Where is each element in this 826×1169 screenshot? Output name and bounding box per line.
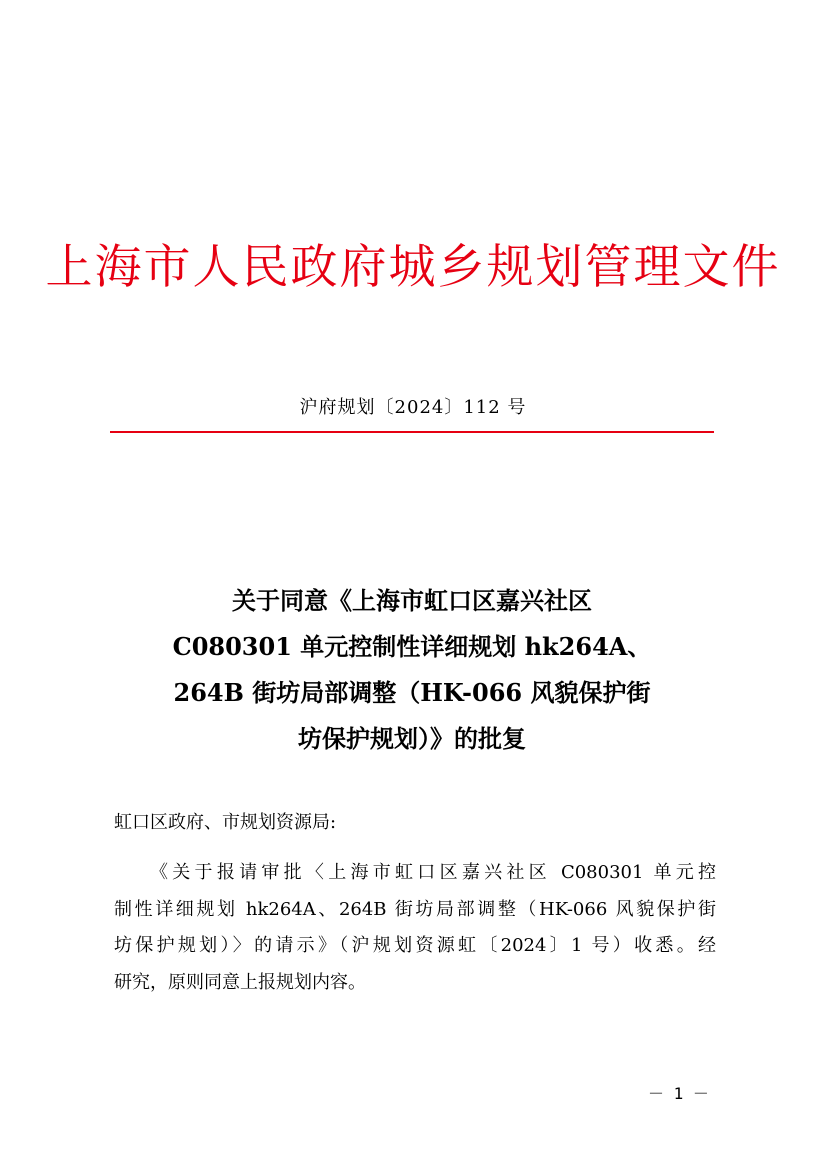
page-number: － 1 － [648, 1084, 709, 1103]
body-line: 研究，原则同意上报规划内容。 [114, 971, 366, 993]
salutation: 虹口区政府、市规划资源局: [114, 812, 337, 833]
red-separator-line [110, 431, 714, 433]
body-line: 制性详细规划 hk264A、264B 街坊局部调整（HK-066 风貌保护街 [114, 898, 716, 920]
document-title [110, 578, 714, 762]
document-number: 沪府规划〔2024〕112 号 [299, 397, 527, 418]
title-line: 关于同意《上海市虹口区嘉兴社区 [232, 586, 592, 615]
body-line: 《关于报请审批〈上海市虹口区嘉兴社区 C080301 单元控 [150, 862, 716, 883]
title-line: 264B 街坊局部调整（HK-066 风貌保护街 [173, 678, 651, 707]
issuer-header: 上海市人民政府城乡规划管理文件 [45, 240, 781, 295]
title-line: C080301 单元控制性详细规划 hk264A、 [172, 632, 652, 661]
title-line: 坊保护规划）》的批复 [298, 724, 526, 753]
body-paragraph [114, 855, 716, 1001]
body-line: 坊保护规划）〉的请示》（沪规划资源虹〔2024〕1 号）收悉。经 [114, 935, 716, 956]
